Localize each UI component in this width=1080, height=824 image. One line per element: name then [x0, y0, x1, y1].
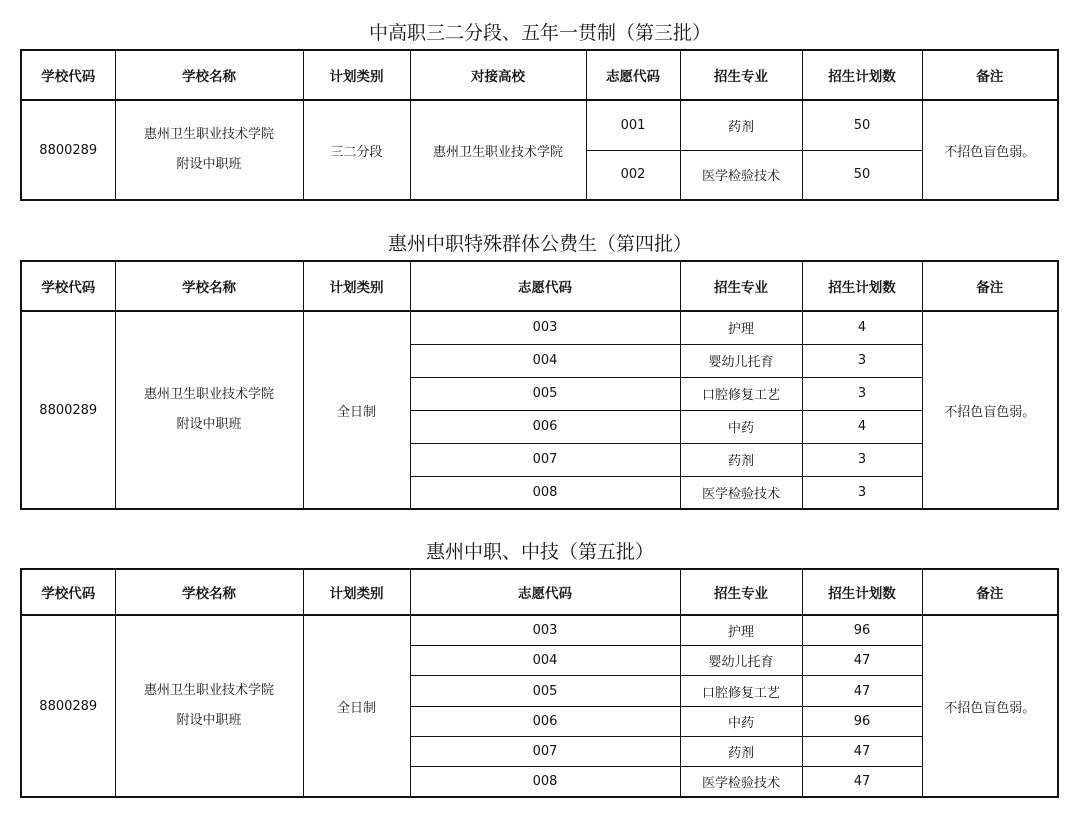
- header-choice-code: 志愿代码: [410, 261, 680, 311]
- choice-code-cell: 008: [410, 476, 680, 509]
- major-cell: 药剂: [680, 100, 802, 150]
- note-cell: 不招色盲色弱。: [922, 615, 1058, 797]
- header-plan-type: 计划类别: [303, 50, 410, 100]
- choice-code-cell: 005: [410, 676, 680, 706]
- major-cell: 护理: [680, 311, 802, 344]
- plan-count-cell: 3: [802, 377, 922, 410]
- school-name-cell: [115, 615, 303, 797]
- school-name-cell: [115, 100, 303, 200]
- table-row: [21, 100, 1058, 150]
- major-cell: 口腔修复工艺: [680, 377, 802, 410]
- school-name-line-1: 惠州卫生职业技术学院: [143, 127, 274, 142]
- section-2-table: [20, 260, 1059, 510]
- note-cell: 不招色盲色弱。: [922, 100, 1058, 200]
- choice-code-cell: 008: [410, 767, 680, 797]
- header-school-code: 学校代码: [21, 261, 115, 311]
- school-code-cell: 8800289: [21, 311, 115, 509]
- major-cell: 口腔修复工艺: [680, 676, 802, 706]
- school-name-cell: [115, 311, 303, 509]
- section-2-title: 惠州中职特殊群体公费生（第四批）: [387, 233, 692, 255]
- header-major: 招生专业: [680, 569, 802, 615]
- choice-code-cell: 006: [410, 410, 680, 443]
- header-choice-code: 志愿代码: [410, 569, 680, 615]
- table-header-row: [21, 569, 1058, 615]
- header-plan-count: 招生计划数: [802, 261, 922, 311]
- header-major: 招生专业: [680, 261, 802, 311]
- note-cell: 不招色盲色弱。: [922, 311, 1058, 509]
- partner-college-cell: 惠州卫生职业技术学院: [410, 100, 586, 200]
- choice-code-cell: 005: [410, 377, 680, 410]
- school-name-line-2: 附设中职班: [176, 157, 242, 172]
- major-cell: 医学检验技术: [680, 767, 802, 797]
- header-plan-count: 招生计划数: [802, 50, 922, 100]
- header-plan-type: 计划类别: [303, 261, 410, 311]
- choice-code-cell: 004: [410, 646, 680, 676]
- choice-code-cell: 003: [410, 311, 680, 344]
- header-partner-college: 对接高校: [410, 50, 586, 100]
- plan-count-cell: 50: [802, 150, 922, 200]
- plan-count-cell: 3: [802, 443, 922, 476]
- major-cell: 医学检验技术: [680, 476, 802, 509]
- plan-count-cell: 96: [802, 706, 922, 736]
- major-cell: 婴幼儿托育: [680, 344, 802, 377]
- school-name-line-1: 惠州卫生职业技术学院: [143, 683, 274, 699]
- major-cell: 护理: [680, 615, 802, 645]
- header-plan-count: 招生计划数: [802, 569, 922, 615]
- plan-type-cell: 全日制: [303, 311, 410, 509]
- plan-count-cell: 3: [802, 344, 922, 377]
- header-note: 备注: [922, 50, 1058, 100]
- major-cell: 药剂: [680, 736, 802, 766]
- choice-code-cell: 006: [410, 706, 680, 736]
- major-cell: 医学检验技术: [680, 150, 802, 200]
- header-school-name: 学校名称: [115, 261, 303, 311]
- choice-code-cell: 004: [410, 344, 680, 377]
- header-choice-code: 志愿代码: [586, 50, 680, 100]
- choice-code-cell: 003: [410, 615, 680, 645]
- header-note: 备注: [922, 261, 1058, 311]
- major-cell: 婴幼儿托育: [680, 646, 802, 676]
- choice-code-cell: 007: [410, 736, 680, 766]
- table-row: [21, 615, 1058, 645]
- plan-count-cell: 50: [802, 100, 922, 150]
- school-code-cell: 8800289: [21, 615, 115, 797]
- section-3-title: 惠州中职、中技（第五批）: [425, 541, 654, 563]
- plan-count-cell: 47: [802, 646, 922, 676]
- school-name-line-2: 附设中职班: [176, 713, 242, 729]
- plan-count-cell: 3: [802, 476, 922, 509]
- plan-count-cell: 4: [802, 311, 922, 344]
- header-school-name: 学校名称: [115, 50, 303, 100]
- major-cell: 中药: [680, 706, 802, 736]
- choice-code-cell: 002: [586, 150, 680, 200]
- plan-count-cell: 4: [802, 410, 922, 443]
- school-name-line-2: 附设中职班: [176, 417, 242, 432]
- plan-count-cell: 47: [802, 676, 922, 706]
- major-cell: 药剂: [680, 443, 802, 476]
- header-major: 招生专业: [680, 50, 802, 100]
- plan-type-cell: 全日制: [303, 615, 410, 797]
- plan-count-cell: 96: [802, 615, 922, 645]
- plan-count-cell: 47: [802, 736, 922, 766]
- table-row: [21, 311, 1058, 344]
- header-school-code: 学校代码: [21, 569, 115, 615]
- section-1-title: 中高职三二分段、五年一贯制（第三批）: [368, 22, 711, 44]
- school-code-cell: 8800289: [21, 100, 115, 200]
- table-header-row: [21, 50, 1058, 100]
- plan-type-cell: 三二分段: [303, 100, 410, 200]
- choice-code-cell: 007: [410, 443, 680, 476]
- header-plan-type: 计划类别: [303, 569, 410, 615]
- header-school-code: 学校代码: [21, 50, 115, 100]
- school-name-line-1: 惠州卫生职业技术学院: [143, 387, 274, 402]
- plan-count-cell: 47: [802, 767, 922, 797]
- table-header-row: [21, 261, 1058, 311]
- header-note: 备注: [922, 569, 1058, 615]
- header-school-name: 学校名称: [115, 569, 303, 615]
- choice-code-cell: 001: [586, 100, 680, 150]
- section-3-table: [20, 568, 1059, 798]
- section-1-table: [20, 49, 1059, 201]
- major-cell: 中药: [680, 410, 802, 443]
